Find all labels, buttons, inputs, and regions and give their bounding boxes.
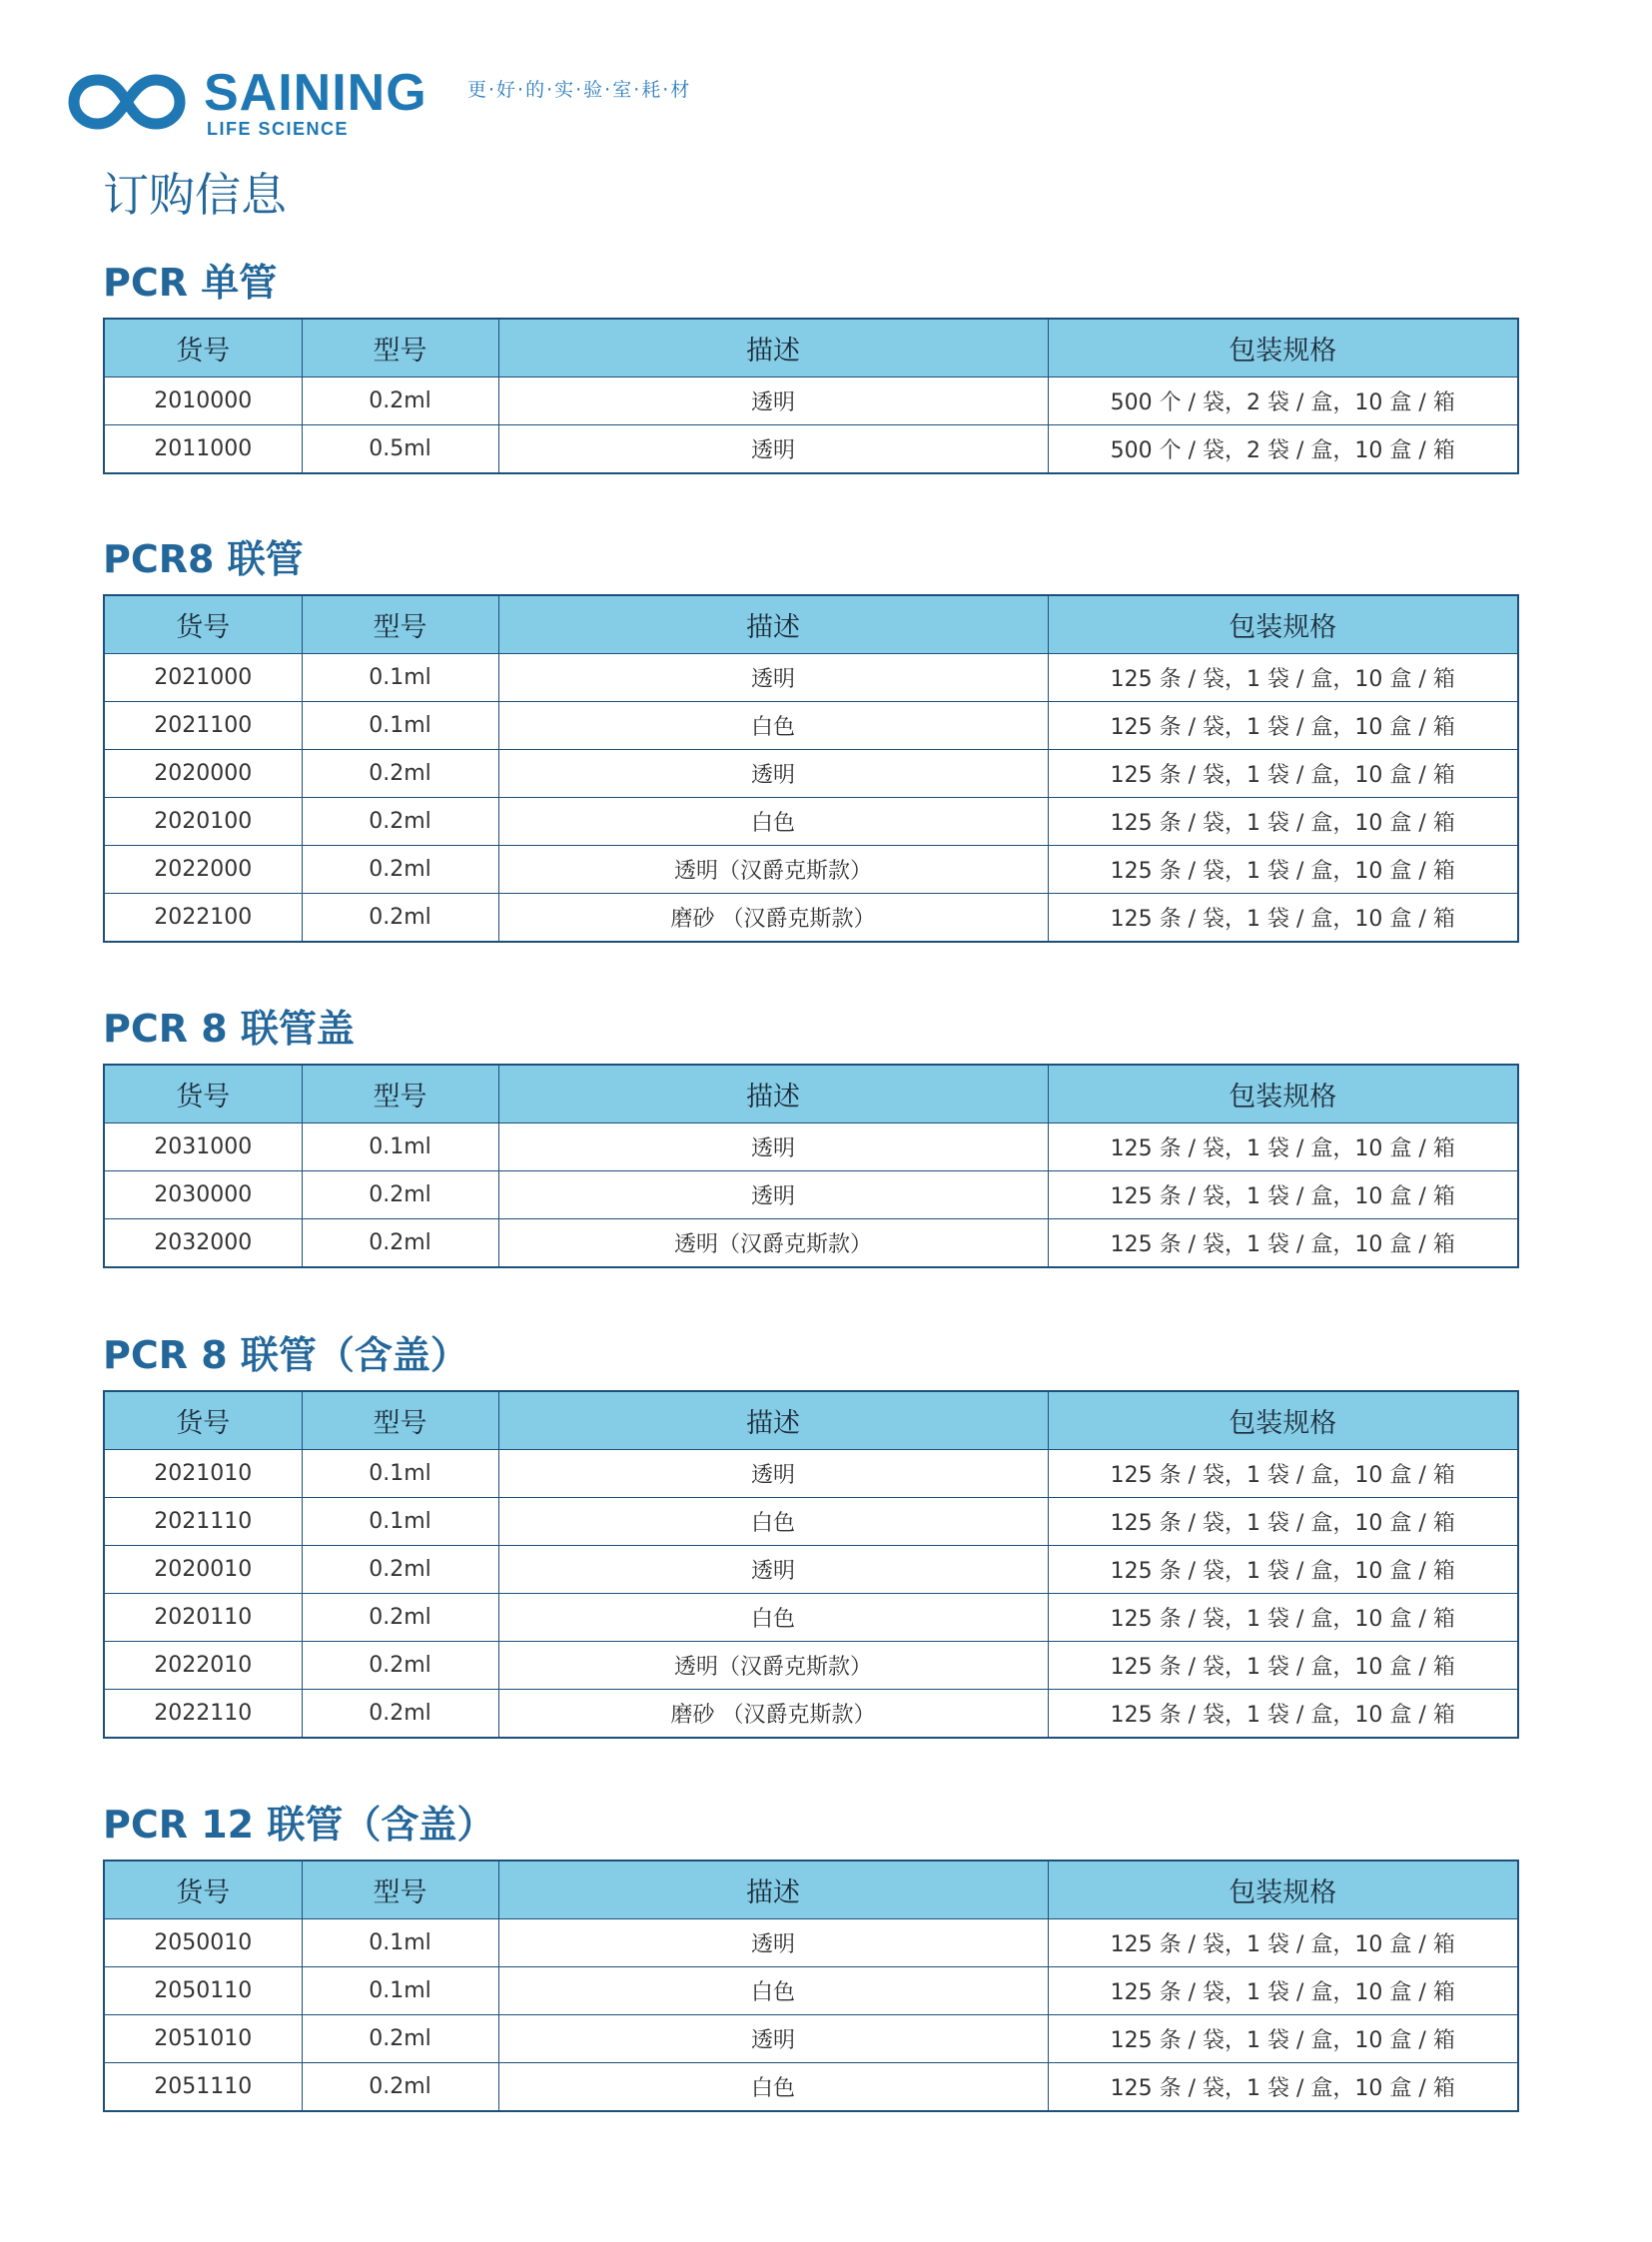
cell-packaging: 125 条 / 袋，1 袋 / 盒，10 盒 / 箱 (1110, 1703, 1455, 1728)
cell-description: 透明 (498, 1123, 1048, 1171)
cell-description: 透明 (498, 654, 1048, 702)
cell-packaging: 125 条 / 袋，1 袋 / 盒，10 盒 / 箱 (1048, 1171, 1518, 1219)
cell-packaging: 125 条 / 袋，1 袋 / 盒，10 盒 / 箱 (1048, 1919, 1518, 1967)
table-header-row (104, 1391, 1518, 1450)
cell-model: 0.2ml (302, 1594, 498, 1642)
cell-packaging: 125 条 / 袋，1 袋 / 盒，10 盒 / 箱 (1048, 2015, 1518, 2063)
infinity-logo-icon (68, 68, 186, 136)
cell-model: 0.1ml (302, 654, 498, 702)
order-table (103, 1064, 1519, 1268)
table-row (104, 1219, 1518, 1268)
table-row (104, 1919, 1518, 1967)
col-header-item-no: 货号 (104, 1391, 302, 1450)
col-header-item-no: 货号 (104, 1065, 302, 1123)
cell-model: 0.2ml (302, 1546, 498, 1594)
col-header-model: 型号 (302, 1861, 498, 1919)
cell-item-no: 2050010 (104, 1919, 302, 1967)
cell-packaging: 125 条 / 袋，1 袋 / 盒，10 盒 / 箱 (1110, 1232, 1455, 1257)
brand-subtitle: LIFE SCIENCE (207, 119, 350, 139)
cell-model: 0.2ml (302, 1690, 498, 1739)
section-pcr8-strip-with-caps (103, 1330, 1517, 1739)
cell-item-no: 2020000 (104, 750, 302, 798)
cell-packaging: 125 条 / 袋，1 袋 / 盒，10 盒 / 箱 (1110, 2076, 1455, 2101)
cell-packaging: 125 条 / 袋，1 袋 / 盒，10 盒 / 箱 (1048, 1594, 1518, 1642)
cell-description: 透明 (498, 377, 1048, 425)
cell-model: 0.2ml (302, 1171, 498, 1219)
table-row (104, 425, 1518, 474)
cell-description: 透明（汉爵克斯款） (498, 1642, 1048, 1690)
order-table (103, 318, 1519, 474)
table-header-row (104, 1065, 1518, 1123)
cell-item-no: 2022010 (104, 1642, 302, 1690)
cell-packaging: 125 条 / 袋，1 袋 / 盒，10 盒 / 箱 (1048, 1967, 1518, 2015)
col-header-packaging: 包装规格 (1048, 595, 1518, 654)
col-header-model: 型号 (302, 1065, 498, 1123)
page-header (68, 62, 1067, 142)
table-row (104, 1546, 1518, 1594)
cell-item-no: 2051010 (104, 2015, 302, 2063)
col-header-packaging: 包装规格 (1048, 1391, 1518, 1450)
table-row (104, 702, 1518, 750)
col-header-model: 型号 (302, 595, 498, 654)
cell-item-no: 2030000 (104, 1171, 302, 1219)
page-title: 订购信息 (103, 168, 287, 222)
cell-packaging: 125 条 / 袋，1 袋 / 盒，10 盒 / 箱 (1110, 907, 1455, 932)
cell-description: 白色 (498, 1594, 1048, 1642)
cell-model: 0.1ml (302, 1450, 498, 1498)
table-row (104, 1171, 1518, 1219)
cell-description: 磨砂 （汉爵克斯款） (498, 1690, 1048, 1739)
cell-model: 0.2ml (302, 1219, 498, 1268)
cell-packaging: 125 条 / 袋，1 袋 / 盒，10 盒 / 箱 (1048, 1498, 1518, 1546)
cell-description: 白色 (498, 798, 1048, 846)
cell-item-no: 2011000 (104, 425, 302, 474)
cell-description: 透明（汉爵克斯款） (498, 1219, 1048, 1268)
col-header-packaging: 包装规格 (1048, 319, 1518, 377)
cell-item-no: 2021100 (104, 702, 302, 750)
cell-description: 透明 (498, 425, 1048, 474)
cell-model: 0.2ml (302, 2063, 498, 2112)
cell-model: 0.5ml (302, 425, 498, 474)
cell-description: 透明 (498, 2015, 1048, 2063)
cell-item-no: 2021110 (104, 1498, 302, 1546)
order-table (103, 1390, 1519, 1739)
cell-packaging: 125 条 / 袋，1 袋 / 盒，10 盒 / 箱 (1048, 1546, 1518, 1594)
section-pcr12-strip-with-caps (103, 1800, 1517, 2112)
table-header-row (104, 595, 1518, 654)
cell-description: 透明（汉爵克斯款） (498, 846, 1048, 894)
section-title: PCR 单管 (103, 261, 278, 305)
col-header-description: 描述 (498, 595, 1048, 654)
cell-item-no: 2051110 (104, 2063, 302, 2112)
table-row (104, 377, 1518, 425)
cell-description: 白色 (498, 702, 1048, 750)
col-header-packaging: 包装规格 (1048, 1861, 1518, 1919)
cell-model: 0.1ml (302, 1498, 498, 1546)
table-row (104, 846, 1518, 894)
col-header-item-no: 货号 (104, 595, 302, 654)
col-header-description: 描述 (498, 1391, 1048, 1450)
cell-packaging: 125 条 / 袋，1 袋 / 盒，10 盒 / 箱 (1048, 798, 1518, 846)
cell-model: 0.1ml (302, 1967, 498, 2015)
table-row (104, 1690, 1518, 1739)
cell-item-no: 2022110 (104, 1690, 302, 1739)
cell-description: 透明 (498, 1919, 1048, 1967)
table-row (104, 750, 1518, 798)
cell-packaging: 500 个 / 袋，2 袋 / 盒，10 盒 / 箱 (1110, 438, 1455, 463)
order-table (103, 594, 1519, 943)
section-title: PCR8 联管 (103, 537, 304, 581)
cell-packaging: 125 条 / 袋，1 袋 / 盒，10 盒 / 箱 (1048, 1642, 1518, 1690)
cell-item-no: 2021000 (104, 654, 302, 702)
cell-model: 0.2ml (302, 2015, 498, 2063)
cell-item-no: 2050110 (104, 1967, 302, 2015)
cell-model: 0.2ml (302, 1642, 498, 1690)
cell-item-no: 2010000 (104, 377, 302, 425)
cell-model: 0.2ml (302, 894, 498, 943)
cell-model: 0.1ml (302, 702, 498, 750)
cell-model: 0.2ml (302, 798, 498, 846)
table-row (104, 1498, 1518, 1546)
cell-item-no: 2021010 (104, 1450, 302, 1498)
table-row (104, 1123, 1518, 1171)
cell-description: 白色 (498, 1967, 1048, 2015)
slogan: 更·好·的·实·验·室·耗·材 (467, 79, 692, 101)
cell-item-no: 2020110 (104, 1594, 302, 1642)
section-pcr8-strip (103, 534, 1517, 943)
cell-item-no: 2022000 (104, 846, 302, 894)
cell-packaging: 125 条 / 袋，1 袋 / 盒，10 盒 / 箱 (1048, 1450, 1518, 1498)
col-header-description: 描述 (498, 1065, 1048, 1123)
cell-item-no: 2022100 (104, 894, 302, 943)
cell-description: 透明 (498, 1171, 1048, 1219)
cell-description: 磨砂 （汉爵克斯款） (498, 894, 1048, 943)
table-row (104, 1642, 1518, 1690)
section-title: PCR 12 联管（含盖） (103, 1803, 495, 1847)
table-row (104, 1450, 1518, 1498)
table-header-row (104, 319, 1518, 377)
col-header-item-no: 货号 (104, 1861, 302, 1919)
table-row (104, 1967, 1518, 2015)
cell-model: 0.2ml (302, 377, 498, 425)
col-header-packaging: 包装规格 (1048, 1065, 1518, 1123)
cell-item-no: 2020010 (104, 1546, 302, 1594)
table-row (104, 654, 1518, 702)
cell-item-no: 2032000 (104, 1219, 302, 1268)
section-title: PCR 8 联管（含盖） (103, 1333, 468, 1377)
cell-item-no: 2031000 (104, 1123, 302, 1171)
cell-packaging: 500 个 / 袋，2 袋 / 盒，10 盒 / 箱 (1048, 377, 1518, 425)
section-title: PCR 8 联管盖 (103, 1007, 355, 1051)
col-header-model: 型号 (302, 1391, 498, 1450)
table-row (104, 1594, 1518, 1642)
table-header-row (104, 1861, 1518, 1919)
cell-model: 0.1ml (302, 1123, 498, 1171)
col-header-model: 型号 (302, 319, 498, 377)
cell-packaging: 125 条 / 袋，1 袋 / 盒，10 盒 / 箱 (1048, 846, 1518, 894)
cell-description: 透明 (498, 750, 1048, 798)
cell-model: 0.2ml (302, 750, 498, 798)
cell-packaging: 125 条 / 袋，1 袋 / 盒，10 盒 / 箱 (1048, 1123, 1518, 1171)
cell-description: 透明 (498, 1450, 1048, 1498)
order-table (103, 1860, 1519, 2112)
col-header-item-no: 货号 (104, 319, 302, 377)
cell-model: 0.1ml (302, 1919, 498, 1967)
table-row (104, 894, 1518, 943)
cell-packaging: 125 条 / 袋，1 袋 / 盒，10 盒 / 箱 (1048, 750, 1518, 798)
cell-model: 0.2ml (302, 846, 498, 894)
cell-packaging: 125 条 / 袋，1 袋 / 盒，10 盒 / 箱 (1048, 654, 1518, 702)
section-pcr8-strip-caps (103, 1004, 1517, 1268)
cell-packaging: 125 条 / 袋，1 袋 / 盒，10 盒 / 箱 (1048, 702, 1518, 750)
table-row (104, 798, 1518, 846)
cell-description: 白色 (498, 1498, 1048, 1546)
brand-name: SAINING (204, 64, 427, 122)
col-header-description: 描述 (498, 1861, 1048, 1919)
table-row (104, 2063, 1518, 2112)
section-pcr-single-tube (103, 258, 1517, 474)
cell-description: 透明 (498, 1546, 1048, 1594)
col-header-description: 描述 (498, 319, 1048, 377)
cell-description: 白色 (498, 2063, 1048, 2112)
table-row (104, 2015, 1518, 2063)
cell-item-no: 2020100 (104, 798, 302, 846)
